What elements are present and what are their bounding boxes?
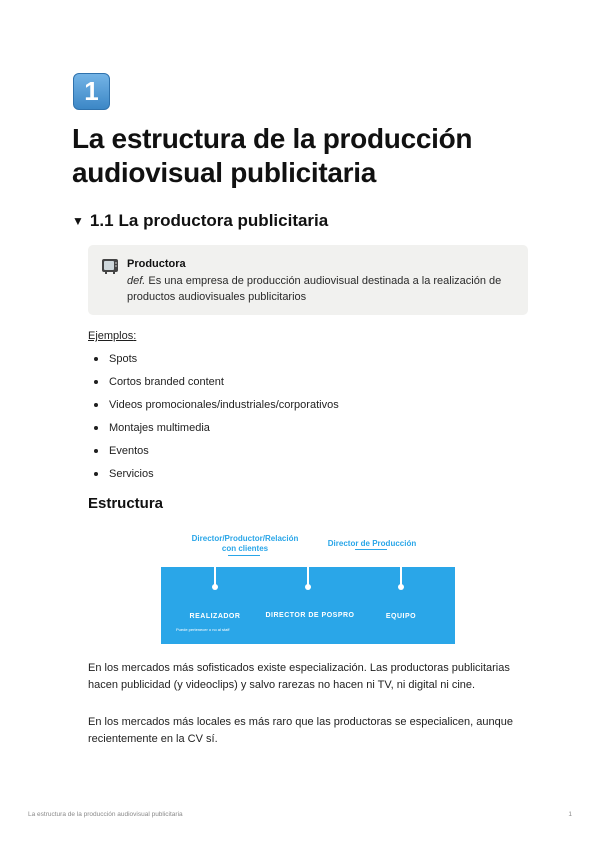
badge-number: 1 (84, 76, 99, 106)
footer-title: La estructura de la producción audiovisual publicitaria (28, 811, 183, 818)
examples-label-colon: : (133, 330, 137, 342)
diagram-pin-3 (398, 567, 404, 591)
diagram-pin-2 (305, 567, 311, 591)
pin-stem (307, 567, 309, 585)
list-item: Cortos branded content (88, 373, 339, 396)
page-number: 1 (568, 811, 572, 818)
band-label-equipo: EQUIPO (385, 613, 417, 620)
section-toggle-heading[interactable] (72, 210, 328, 232)
paragraph-local-markets: En los mercados más locales es más raro que las productoras se especialicen, aunque recientemente en la CV sí. (88, 716, 513, 745)
pin-dot (305, 584, 311, 590)
section-number: 1.1 (89, 211, 114, 230)
section-title: La productora publicitaria (118, 211, 329, 230)
paragraph-specialization: En los mercados más sofisticados existe especialización. Las productoras publicitarias hacen publicidad (y videoclips) y salvo rarezas no hacen ni TV, ni digital ni cine. (88, 662, 510, 691)
callout-body (127, 273, 522, 305)
pin-dot (212, 584, 218, 590)
diagram-underline-left (228, 555, 260, 556)
page-title: La estructura de la producción audiovisual publicitaria (72, 123, 473, 188)
callout-title: Productora (127, 258, 186, 270)
structure-heading: Estructura (88, 495, 164, 512)
diagram-top-label-right: Director de Producción (327, 539, 417, 548)
number-one-emoji-icon (73, 73, 110, 110)
list-item: Montajes multimedia (88, 419, 339, 442)
diagram-pin-1 (212, 567, 218, 591)
pin-stem (214, 567, 216, 585)
band-note: Puede pertenecer o no al staff (176, 627, 230, 632)
callout-definition: Es una empresa de producción audiovisual destinada a la realización de productos audiovisuales publicitarios (127, 275, 502, 303)
examples-label-text: Ejemplos (88, 330, 134, 342)
band-label-director-pospro: DIRECTOR DE POSPRO (265, 612, 355, 619)
callout-abbr: def. (127, 275, 146, 287)
diagram-underline-right (355, 549, 387, 550)
list-item: Spots (88, 350, 339, 373)
pin-dot (398, 584, 404, 590)
band-label-realizador: REALIZADOR (189, 613, 241, 620)
examples-label (88, 330, 136, 342)
list-item: Servicios (88, 465, 339, 488)
examples-list (88, 350, 339, 488)
definition-callout (88, 245, 528, 315)
diagram-top-label-left: Director/Productor/Relación con clientes (191, 534, 299, 553)
television-icon (101, 257, 119, 275)
pin-stem (400, 567, 402, 585)
list-item: Eventos (88, 442, 339, 465)
list-item: Videos promocionales/industriales/corporativos (88, 396, 339, 419)
toggle-arrow-down-icon[interactable]: ▼ (72, 214, 84, 228)
structure-diagram (160, 530, 456, 646)
